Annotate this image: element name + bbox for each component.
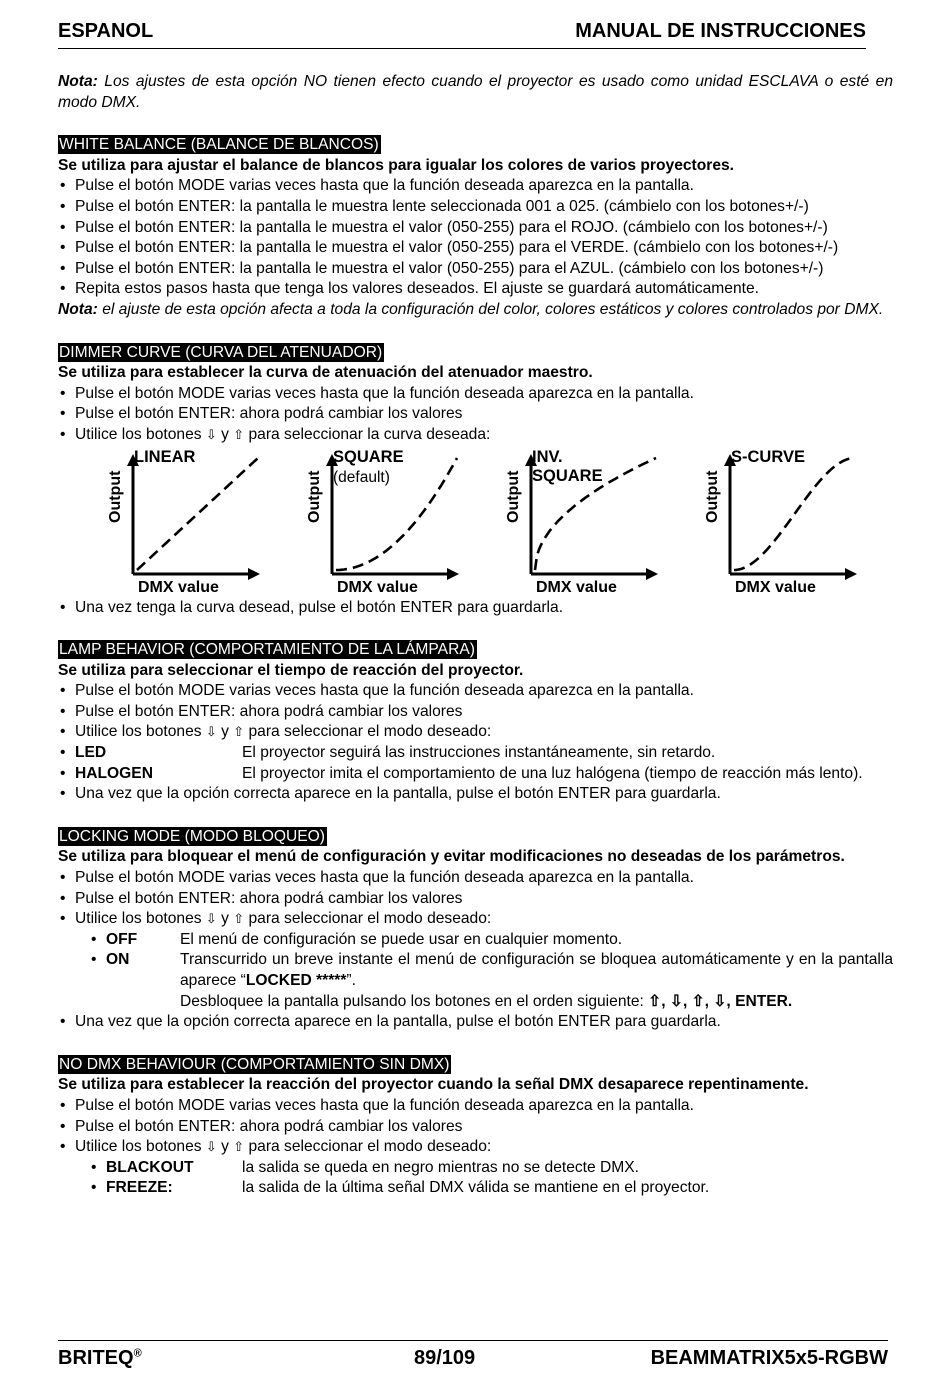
y-axis-label: Output — [704, 470, 721, 523]
header-language: ESPANOL — [58, 20, 154, 42]
lock-option-on: • ON Transcurrido un breve instante el menú de configuración se bloquea automáticamente y en la pantalla aparece “LOCKED *****”. Desbloquee la pantalla pulsando los botones en el orden siguiente: ⇧, ⇩, ⇧, ⇩, ENTER. — [91, 951, 893, 1010]
down-arrow-icon: ⇩ — [205, 911, 217, 927]
lamp-lead: Se utiliza para seleccionar el tiempo de reacción del proyector. — [58, 661, 524, 679]
section-title-locking-mode: LOCKING MODE (MODO BLOQUEO) — [59, 827, 325, 845]
nodmx-option-blackout: • BLACKOUT la salida se queda en negro mientras no se detecte DMX. — [91, 1158, 640, 1176]
x-axis-label: DMX value — [735, 578, 816, 596]
list-item: • Pulse el botón ENTER: ahora podrá cambiar los valores — [58, 702, 893, 723]
section-title-lamp-behavior: LAMP BEHAVIOR (COMPORTAMIENTO DE LA LÁMPARA) — [59, 641, 475, 659]
dimmer-steps — [58, 384, 893, 446]
white-balance-lead: Se utiliza para ajustar el balance de blancos para igualar los colores de varios proyectores. — [58, 156, 734, 174]
list-item: • Una vez tenga la curva desead, pulse el botón ENTER para guardarla. — [58, 598, 893, 619]
list-item: • Pulse el botón ENTER: ahora podrá cambiar los valores — [58, 404, 893, 425]
list-item: • Utilice los botones ⇩ y ⇧ para seleccionar el modo deseado: — [58, 722, 893, 743]
list-item: • Pulse el botón MODE varias veces hasta que la función deseada aparezca en la pantalla. — [58, 384, 893, 405]
page-content — [58, 72, 893, 1199]
note-slave-mode: Nota: Los ajustes de esta opción NO tienen efecto cuando el proyector es usado como unidad ESCLAVA o esté en modo DMX. — [58, 73, 893, 111]
list-item: • Pulse el botón ENTER: la pantalla le muestra el valor (050-255) para el AZUL. (cámbielo con los botones+/-) — [58, 259, 893, 280]
list-item: • Utilice los botones ⇩ y ⇧ para seleccionar la curva deseada: — [58, 425, 893, 446]
list-item: • Pulse el botón ENTER: ahora podrá cambiar los valores — [58, 889, 893, 910]
lamp-option-halogen: • HALOGEN El proyector imita el comportamiento de una luz halógena (tiempo de reacción más lento). — [60, 764, 863, 782]
list-item: • Pulse el botón MODE varias veces hasta que la función deseada aparezca en la pantalla. — [58, 868, 893, 889]
list-item: • Pulse el botón MODE varias veces hasta que la función deseada aparezca en la pantalla. — [58, 176, 893, 197]
section-title-dimmer-curve: DIMMER CURVE (CURVA DEL ATENUADOR) — [59, 343, 383, 361]
x-axis-label: DMX value — [536, 578, 617, 596]
y-axis-label: Output — [306, 470, 323, 523]
dimmer-lead: Se utiliza para establecer la curva de atenuación del atenuador maestro. — [58, 364, 593, 382]
lock-option-off: • OFF El menú de configuración se puede usar en cualquier momento. — [91, 930, 623, 948]
footer-model: BEAMMATRIX5x5-RGBW — [650, 1347, 888, 1369]
up-arrow-icon: ⇧ — [233, 911, 245, 927]
list-item: • Pulse el botón MODE varias veces hasta que la función deseada aparezca en la pantalla. — [58, 681, 893, 702]
dimmer-curve-line — [734, 458, 855, 570]
up-arrow-icon: ⇧ — [233, 426, 245, 442]
down-arrow-icon: ⇩ — [205, 426, 217, 442]
dimmer-curve-charts — [58, 448, 893, 598]
chart-title: INV. — [532, 447, 563, 466]
nodmx-lead: Se utiliza para establecer la reacción del proyector cuando la señal DMX desaparece repentinamente. — [58, 1076, 809, 1094]
unlock-sequence: ⇧, ⇩, ⇧, ⇩, ENTER. — [648, 992, 793, 1010]
section-title-no-dmx: NO DMX BEHAVIOUR (COMPORTAMIENTO SIN DMX) — [59, 1055, 450, 1073]
up-arrow-icon: ⇧ — [233, 724, 245, 740]
up-arrow-icon: ⇧ — [233, 1139, 245, 1155]
locked-display-text: LOCKED ***** — [245, 972, 347, 989]
chart-square — [305, 448, 465, 598]
chart-linear — [106, 448, 266, 598]
x-axis-arrow — [447, 568, 459, 580]
note-white-balance: Nota: el ajuste de esta opción afecta a toda la configuración del color, colores estáticos y colores controlados por DMX. — [58, 300, 884, 318]
page-header — [58, 20, 866, 49]
list-item: • Pulse el botón ENTER: la pantalla le muestra el valor (050-255) para el VERDE. (cámbielo con los botones+/-) — [58, 238, 893, 259]
y-axis-label: Output — [505, 470, 522, 523]
dimmer-curve-line — [137, 458, 258, 570]
white-balance-steps — [58, 176, 893, 300]
x-axis-arrow — [646, 568, 658, 580]
chart-title: SQUARE — [333, 447, 404, 466]
nodmx-steps — [58, 1096, 893, 1158]
list-item: • Repita estos pasos hasta que tenga los valores deseados. El ajuste se guardará automáticamente. — [58, 279, 893, 300]
list-item: • Utilice los botones ⇩ y ⇧ para seleccionar el modo deseado: — [58, 909, 893, 930]
chart-s-curve-plot — [703, 448, 863, 598]
lamp-steps — [58, 681, 893, 743]
chart-title: S-CURVE — [731, 447, 805, 466]
down-arrow-icon: ⇩ — [205, 1139, 217, 1155]
down-arrow-icon: ⇩ — [205, 724, 217, 740]
dimmer-after — [58, 598, 893, 619]
x-axis-label: DMX value — [138, 578, 219, 596]
list-item: • Pulse el botón ENTER: ahora podrá cambiar los valores — [58, 1117, 893, 1138]
lock-steps — [58, 868, 893, 930]
list-item: • Una vez que la opción correcta aparece en la pantalla, pulse el botón ENTER para guardarla. — [58, 1012, 893, 1033]
x-axis-arrow — [845, 568, 857, 580]
footer-page-number: 89/109 — [414, 1347, 476, 1369]
chart-default-note: (default) — [333, 468, 390, 486]
x-axis-label: DMX value — [337, 578, 418, 596]
section-title-white-balance: WHITE BALANCE (BALANCE DE BLANCOS) — [59, 136, 379, 154]
lock-lead: Se utiliza para bloquear el menú de configuración y evitar modificaciones no deseadas de los parámetros. — [58, 848, 845, 866]
y-axis-label: Output — [107, 470, 124, 523]
lamp-after — [58, 784, 893, 805]
list-item: • Pulse el botón MODE varias veces hasta que la función deseada aparezca en la pantalla. — [58, 1096, 893, 1117]
nodmx-option-freeze: • FREEZE: la salida de la última señal DMX válida se mantiene en el proyector. — [91, 1179, 710, 1197]
list-item: • Pulse el botón ENTER: la pantalla le muestra lente seleccionada 001 a 025. (cámbielo con los botones+/-) — [58, 197, 893, 218]
header-manual-title: MANUAL DE INSTRUCCIONES — [575, 20, 866, 42]
list-item: • Pulse el botón ENTER: la pantalla le muestra el valor (050-255) para el ROJO. (cámbielo con los botones+/-) — [58, 218, 893, 239]
chart-s-curve — [703, 448, 863, 598]
chart-inv-square — [504, 448, 664, 598]
list-item: • Una vez que la opción correcta aparece en la pantalla, pulse el botón ENTER para guardarla. — [58, 784, 893, 805]
chart-title-line2: SQUARE — [532, 466, 603, 485]
x-axis-arrow — [248, 568, 260, 580]
page-footer — [58, 1340, 888, 1373]
footer-brand: BRITEQ® — [58, 1347, 142, 1369]
lamp-option-led: • LED El proyector seguirá las instrucciones instantáneamente, sin retardo. — [60, 744, 716, 762]
lock-after — [58, 1012, 893, 1033]
chart-title: LINEAR — [134, 447, 196, 466]
list-item: • Utilice los botones ⇩ y ⇧ para seleccionar el modo deseado: — [58, 1137, 893, 1158]
chart-linear-plot — [106, 448, 266, 598]
